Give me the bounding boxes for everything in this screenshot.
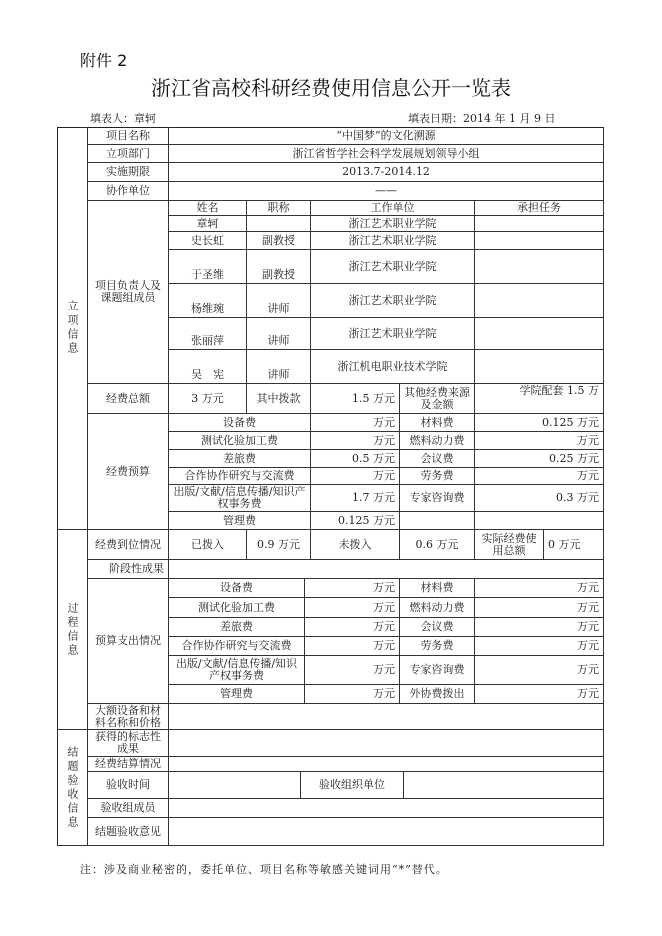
page-title: 浙江省高校科研经费使用信息公开一览表 — [151, 76, 511, 100]
dept-label: 立项部门 — [88, 145, 169, 163]
achievement-label: 获得的标志性成果 — [88, 730, 169, 757]
members-header-name: 姓名 — [169, 201, 247, 216]
members-header-task: 承担任务 — [475, 201, 604, 216]
budget-amount: 万元 — [475, 432, 604, 450]
dept-value: 浙江省哲学社会科学发展规划领导小组 — [169, 145, 604, 163]
member-name: 于圣维 — [169, 250, 247, 284]
period-label: 实施期限 — [88, 163, 169, 182]
settlement-label: 经费结算情况 — [88, 757, 169, 772]
member-task — [475, 250, 604, 284]
budget-amount: 0.25 万元 — [475, 450, 604, 468]
grant-label: 其中拨款 — [247, 384, 311, 414]
member-task — [475, 216, 604, 232]
budget-item: 测试化验加工费 — [169, 432, 311, 450]
spend-amount: 万元 — [305, 685, 400, 704]
budget-item: 会议费 — [400, 450, 475, 468]
spend-item: 燃料动力费 — [400, 598, 475, 618]
budget-item: 专家咨询费 — [400, 485, 475, 512]
stage-label: 阶段性成果 — [88, 560, 169, 579]
member-unit: 浙江艺术职业学院 — [311, 216, 475, 232]
org-label: 验收组织单位 — [301, 772, 404, 799]
member-unit: 浙江艺术职业学院 — [311, 250, 475, 284]
filler-name: 填表人：章轲 — [90, 112, 156, 125]
member-name: 史长虹 — [169, 232, 247, 250]
member-task — [475, 284, 604, 318]
spend-label: 预算支出情况 — [88, 579, 169, 704]
budget-item: 燃料动力费 — [400, 432, 475, 450]
member-name: 吴 宪 — [169, 350, 247, 384]
members-label: 项目负责人及课题组成员 — [88, 201, 169, 384]
spend-amount: 万元 — [305, 656, 400, 685]
spend-amount: 万元 — [305, 579, 400, 598]
member-title: 副教授 — [247, 250, 311, 284]
budget-amount: 万元 — [311, 414, 400, 432]
coop-label: 协作单位 — [88, 182, 169, 201]
project-name-value: “中国梦”的文化溯源 — [169, 127, 604, 145]
budget-item — [400, 512, 475, 530]
spend-amount: 万元 — [475, 579, 604, 598]
project-name-label: 项目名称 — [88, 127, 169, 145]
spend-amount: 万元 — [475, 685, 604, 704]
member-unit: 浙江艺术职业学院 — [311, 318, 475, 350]
acceptance-members-value — [169, 799, 604, 818]
member-name: 杨维琬 — [169, 284, 247, 318]
budget-item: 差旅费 — [169, 450, 311, 468]
member-title — [247, 216, 311, 232]
budget-amount — [475, 512, 604, 530]
budget-amount: 万元 — [311, 468, 400, 485]
spend-item: 设备费 — [169, 579, 305, 598]
spend-item: 测试化验加工费 — [169, 598, 305, 618]
spend-item: 劳务费 — [400, 637, 475, 656]
grant-value: 1.5 万元 — [311, 384, 400, 414]
spend-item: 差旅费 — [169, 618, 305, 637]
budget-amount: 0.125 万元 — [475, 414, 604, 432]
budget-item: 设备费 — [169, 414, 311, 432]
actual-label: 实际经费使用总额 — [475, 530, 544, 560]
budget-item: 材料费 — [400, 414, 475, 432]
budget-amount: 万元 — [311, 432, 400, 450]
footnote: 注：涉及商业秘密的，委托单位、项目名称等敏感关键词用“*”替代。 — [80, 863, 448, 876]
stage-value — [169, 560, 604, 579]
member-title: 讲师 — [247, 318, 311, 350]
budget-item: 合作协作研究与交流费 — [169, 468, 311, 485]
section-project: 立项信息 — [57, 127, 88, 530]
member-title: 讲师 — [247, 284, 311, 318]
opinion-label: 结题验收意见 — [88, 818, 169, 846]
other-value: 学院配套 1.5 万 — [475, 384, 604, 414]
total-label: 经费总额 — [88, 384, 169, 414]
budget-item: 劳务费 — [400, 468, 475, 485]
spend-amount: 万元 — [305, 618, 400, 637]
budget-amount: 0.125 万元 — [311, 512, 400, 530]
spend-item: 会议费 — [400, 618, 475, 637]
fill-date: 填表日期：2014 年 1 月 9 日 — [408, 112, 556, 125]
spend-item: 管理费 — [169, 685, 305, 704]
opinion-value — [169, 818, 604, 846]
spend-item: 外协费拨出 — [400, 685, 475, 704]
member-unit: 浙江艺术职业学院 — [311, 284, 475, 318]
spend-amount: 万元 — [475, 618, 604, 637]
total-value: 3 万元 — [169, 384, 247, 414]
spend-item: 出版/文献/信息传播/知识产权事务费 — [169, 656, 305, 685]
time-value — [169, 772, 301, 799]
other-label: 其他经费来源及金额 — [400, 384, 475, 414]
coop-value: —— — [169, 182, 604, 201]
member-unit: 浙江机电职业技术学院 — [311, 350, 475, 384]
attachment-label: 附件 2 — [80, 51, 128, 70]
achievement-value — [169, 730, 604, 757]
budget-amount: 0.5 万元 — [311, 450, 400, 468]
spend-item: 专家咨询费 — [400, 656, 475, 685]
pending-label: 未拨入 — [311, 530, 400, 560]
settlement-value — [169, 757, 604, 772]
budget-amount: 0.3 万元 — [475, 485, 604, 512]
member-task — [475, 318, 604, 350]
actual-value: 0 万元 — [544, 530, 604, 560]
org-value — [404, 772, 604, 799]
budget-item: 管理费 — [169, 512, 311, 530]
budget-amount: 1.7 万元 — [311, 485, 400, 512]
spend-item: 材料费 — [400, 579, 475, 598]
member-unit: 浙江艺术职业学院 — [311, 232, 475, 250]
member-title: 副教授 — [247, 232, 311, 250]
section-process: 过程信息 — [57, 530, 88, 730]
received-value: 0.9 万元 — [247, 530, 311, 560]
received-label: 已拨入 — [169, 530, 247, 560]
member-name: 章轲 — [169, 216, 247, 232]
spend-item: 合作协作研究与交流费 — [169, 637, 305, 656]
members-header-title: 职称 — [247, 201, 311, 216]
budget-amount: 万元 — [475, 468, 604, 485]
equipment-label: 大额设备和材料名称和价格 — [88, 704, 169, 730]
spend-amount: 万元 — [305, 598, 400, 618]
section-closing: 结题验收信息 — [57, 730, 88, 846]
arrival-label: 经费到位情况 — [88, 530, 169, 560]
acceptance-members-label: 验收组成员 — [88, 799, 169, 818]
budget-item: 出版/文献/信息传播/知识产权事务费 — [169, 485, 311, 512]
budget-label: 经费预算 — [88, 414, 169, 530]
period-value: 2013.7-2014.12 — [169, 163, 604, 182]
member-task — [475, 350, 604, 384]
member-title: 讲师 — [247, 350, 311, 384]
time-label: 验收时间 — [88, 772, 169, 799]
member-name: 张丽萍 — [169, 318, 247, 350]
spend-amount: 万元 — [475, 598, 604, 618]
member-task — [475, 232, 604, 250]
spend-amount: 万元 — [305, 637, 400, 656]
equipment-value — [169, 704, 604, 730]
pending-value: 0.6 万元 — [400, 530, 475, 560]
spend-amount: 万元 — [475, 637, 604, 656]
members-header-unit: 工作单位 — [311, 201, 475, 216]
spend-amount: 万元 — [475, 656, 604, 685]
